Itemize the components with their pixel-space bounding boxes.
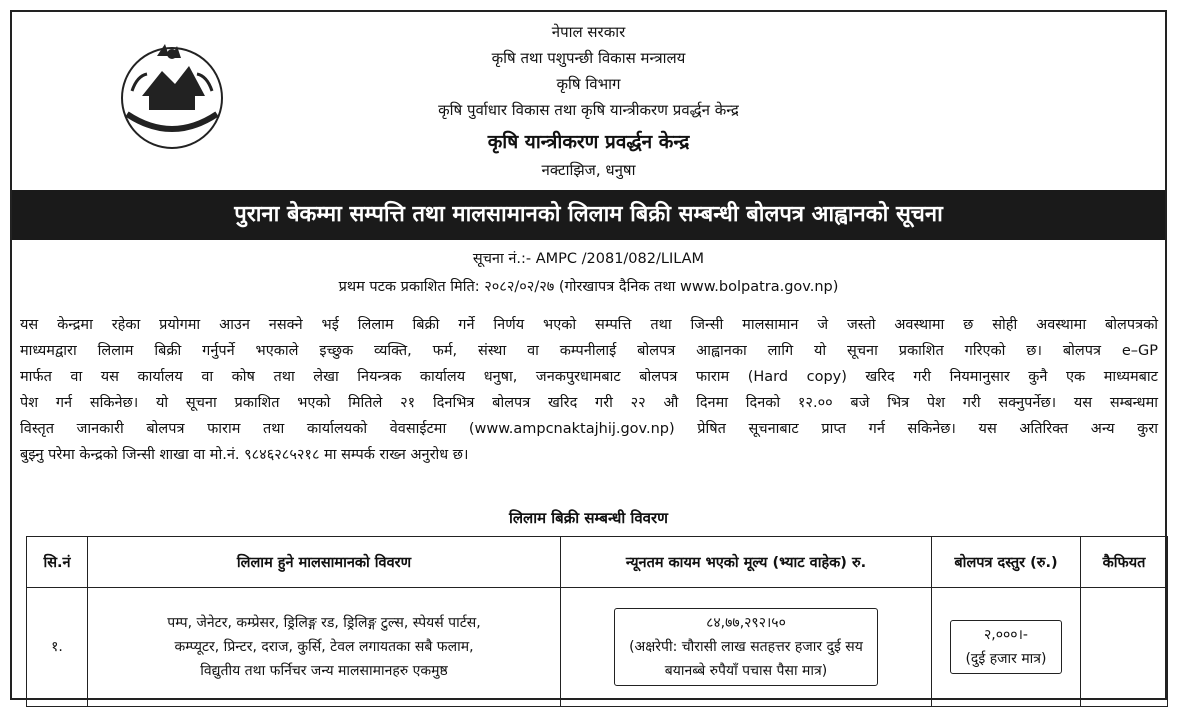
table-header-row — [27, 537, 1168, 588]
header-line-2: कृषि तथा पशुपन्छी विकास मन्त्रालय — [491, 49, 686, 67]
cell-fee — [932, 588, 1081, 707]
header-line-4: कृषि पुर्वाधार विकास तथा कृषि यान्त्रीकरण प्रवर्द्धन केन्द्र — [438, 101, 739, 119]
cell-remarks — [1081, 588, 1168, 707]
notice-frame — [10, 10, 1167, 700]
body-line: माध्यमद्वारा लिलाम बिक्री गर्नुपर्ने भएकाले इच्छुक व्यक्ति, फर्म, संस्था वा कम्पनीलाई बोलपत्र आह्वानका लागि यो सूचना प्रकाशित गरिएको छ। बोलपत्र e–GP — [20, 343, 1158, 359]
cell-serial: १. — [27, 588, 88, 707]
description-line: पम्प, जेनेटर, कम्प्रेसर, ड्रिलिङ्ग रड, ड्रिलिङ्ग टुल्स, स्पेयर्स पार्टस, — [167, 615, 481, 631]
description-line: कम्प्यूटर, प्रिन्टर, दराज, कुर्सि, टेवल लगायतका सबै फलाम, — [174, 639, 474, 655]
header-office-name: कृषि यान्त्रीकरण प्रवर्द्धन केन्द्र — [487, 131, 690, 153]
body-line: पेश गर्न सकिनेछ। यो सूचना प्रकाशित भएको मितिले २१ दिनभित्र बोलपत्र खरिद गरी २२ औ दिनमा दिनको १२.०० बजे भित्र पेश गरी सक्नुपर्नेछ। यस सम्बन्धमा — [20, 395, 1158, 411]
header-fee: बोलपत्र दस्तुर (रु.) — [932, 537, 1081, 588]
price-words: बयानब्बे रुपैयाँ पचास पैसा मात्र) — [664, 663, 828, 679]
notice-banner-title: पुराना बेकम्मा सम्पत्ति तथा मालसामानको लिलाम बिक्री सम्बन्धी बोलपत्र आह्वानको सूचना — [12, 190, 1165, 240]
notice-body — [20, 312, 1158, 468]
body-line: यस केन्द्रमा रहेका प्रयोगमा आउन नसक्ने भई लिलाम बिक्री गर्ने निर्णय भएको सम्पत्ति तथा जिन्सी मालसामान जे जस्तो अवस्थामा छ सोही अवस्थामा बोलपत्रको — [20, 317, 1158, 333]
notice-header — [12, 12, 1165, 192]
header-remarks: कैफियत — [1081, 537, 1168, 588]
price-value: ८४,७७,२९२।५० — [706, 615, 786, 631]
notice-number: सूचना नं.:- AMPC /2081/082/LILAM — [472, 251, 705, 267]
body-line: बुझ्नु परेमा केन्द्रको जिन्सी शाखा वा मो.नं. ९८४६२८५२१८ मा सम्पर्क राख्न अनुरोध छ। — [20, 447, 469, 463]
header-location: नक्टाझिज, धनुषा — [541, 161, 636, 179]
header-line-3: कृषि विभाग — [556, 75, 621, 93]
cell-min-price — [561, 588, 932, 707]
fee-words: (दुई हजार मात्र) — [965, 651, 1047, 667]
publish-date: प्रथम पटक प्रकाशित मिति: २०८२/०२/२७ (गोरखापत्र दैनिक तथा www.bolpatra.gov.np) — [338, 279, 839, 295]
header-serial: सि.नं — [27, 537, 88, 588]
header-line-1: नेपाल सरकार — [551, 23, 626, 41]
table-title: लिलाम बिक्री सम्बन्धी विवरण — [509, 509, 668, 527]
body-line: विस्तृत जानकारी बोलपत्र फाराम तथा कार्यालयको वेवसाईटमा (www.ampcnaktajhij.gov.np) प्रेषित सूचनाबाट प्राप्त गर्न सकिनेछ। यस अतिरिक्त अन्य कुरा — [20, 421, 1158, 437]
fee-box — [950, 620, 1061, 674]
cell-description — [88, 588, 561, 707]
description-line: विद्युतीय तथा फर्निचर जन्य मालसामानहरु एकमुष्ठ — [200, 663, 448, 679]
price-box — [614, 608, 878, 686]
price-words: (अक्षरेपी: चौरासी लाख सतहत्तर हजार दुई सय — [629, 639, 863, 655]
table-row — [27, 588, 1168, 707]
body-line: मार्फत वा यस कार्यालय वा कोष तथा लेखा नियन्त्रक कार्यालय धनुषा, जनकपुरधामबाट बोलपत्र फाराम (Hard copy) खरिद गरी नियमानुसार कुनै एक माध्यमबाट — [20, 369, 1158, 385]
fee-value: २,०००।- — [984, 627, 1028, 643]
header-description: लिलाम हुने मालसामानको विवरण — [88, 537, 561, 588]
auction-items-table — [26, 536, 1168, 707]
header-min-price: न्यूनतम कायम भएको मूल्य (भ्याट वाहेक) रु. — [561, 537, 932, 588]
